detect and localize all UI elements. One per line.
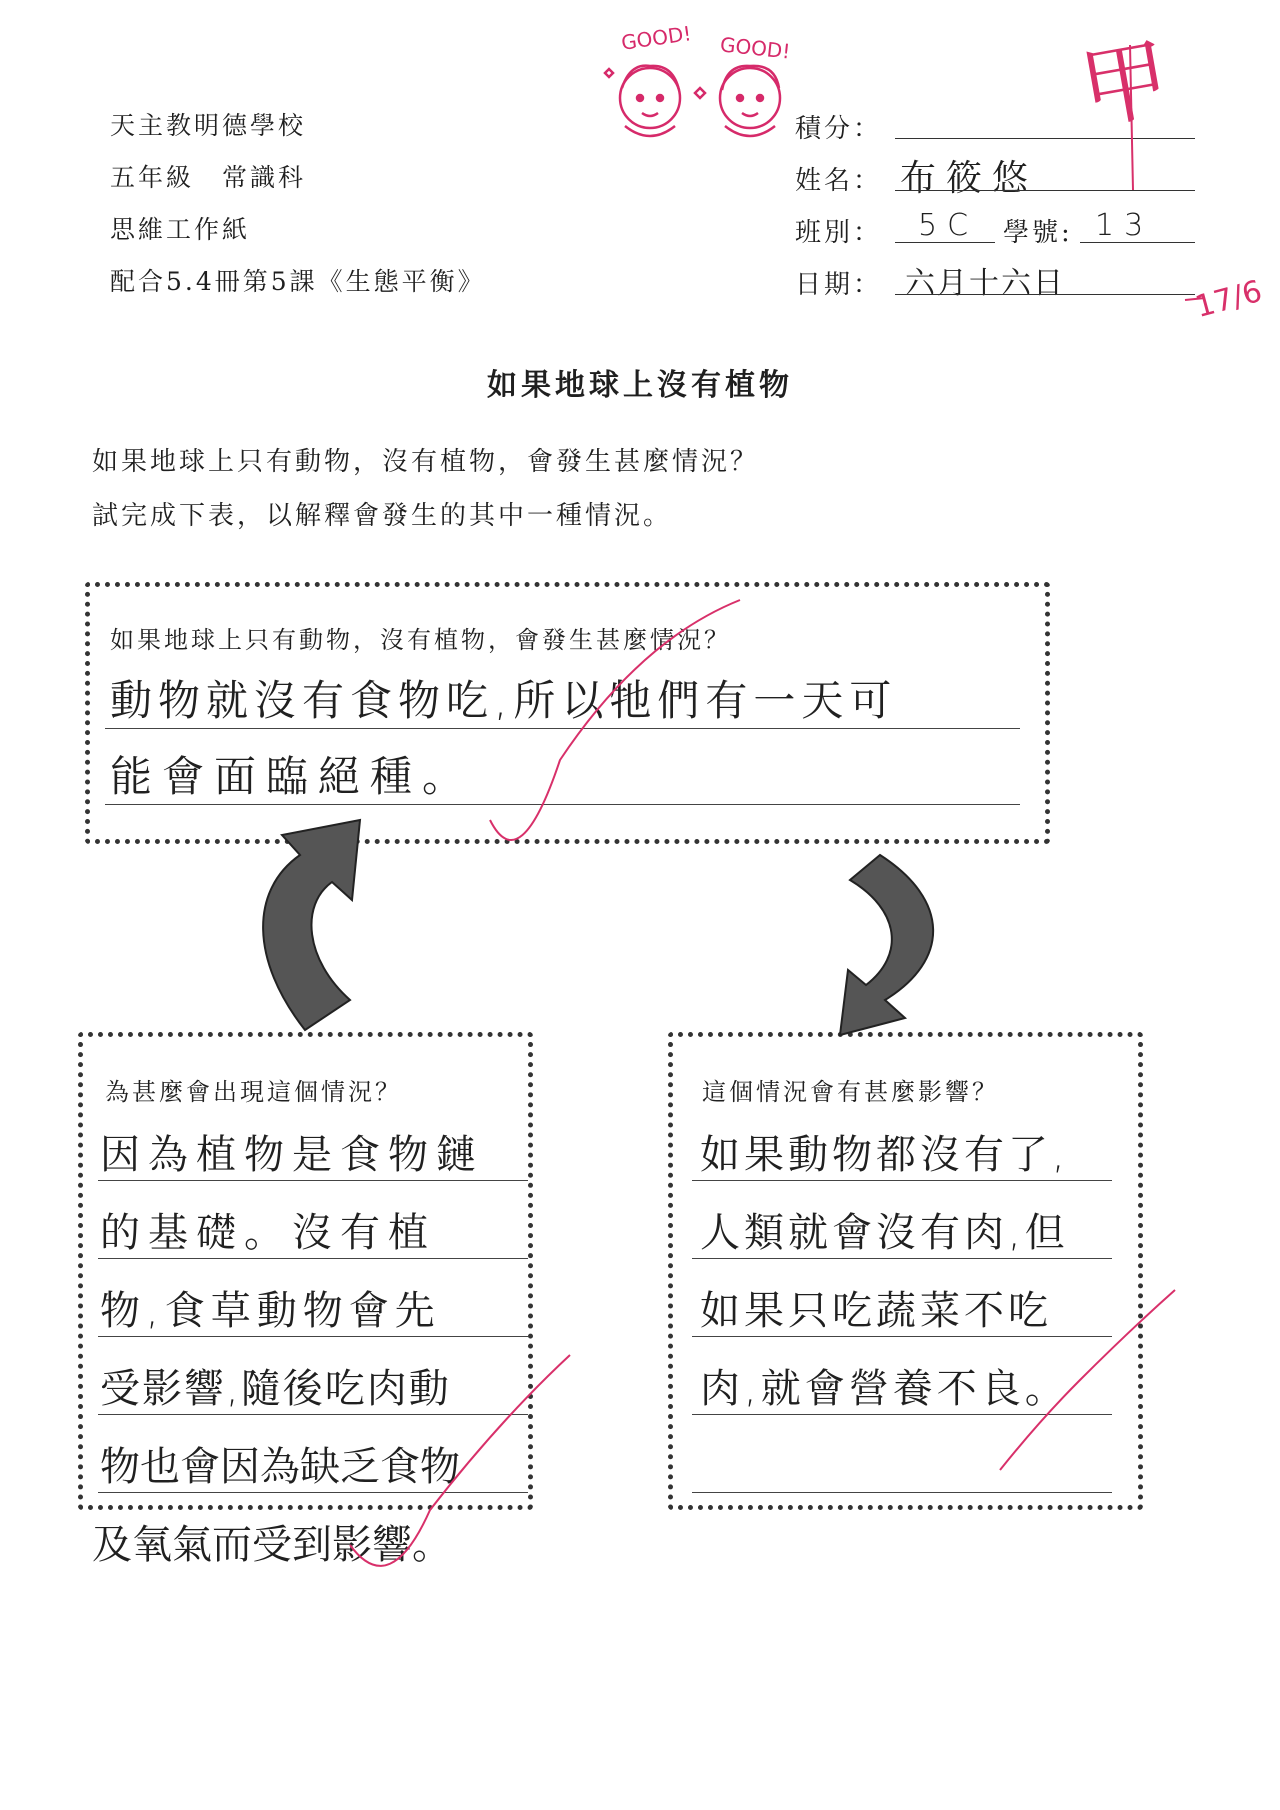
- left-answer-text-3: 物,食草動物會先: [100, 1288, 441, 1334]
- top-box-question: 如果地球上只有動物，沒有植物，會發生甚麼情況？: [110, 626, 731, 654]
- right-answer-line-5: [692, 1492, 1112, 1493]
- worksheet-title: 如果地球上沒有植物: [487, 368, 793, 403]
- intro-line-1: 如果地球上只有動物，沒有植物，會發生甚麼情況？: [92, 447, 760, 477]
- top-answer-line-1-text: 動物就沒有食物吃,所以牠們有一天可: [110, 676, 898, 725]
- teacher-grade: 甲: [1072, 26, 1178, 143]
- right-answer-text-4: 肉,就會營養不良。: [700, 1366, 1069, 1412]
- left-box-question: 為甚麼會出現這個情況？: [105, 1078, 402, 1106]
- date-line: [895, 294, 1195, 295]
- right-answer-text-2: 人類就會沒有肉,但: [700, 1210, 1069, 1256]
- stamp-word-2: GOOD!: [718, 32, 792, 64]
- name-line: [895, 190, 1195, 191]
- top-answer-line-2-text: 能會面臨絕種。: [110, 752, 475, 801]
- name-value: 布筱悠: [900, 158, 1039, 199]
- curved-arrow-up-icon: [263, 820, 360, 1030]
- number-value: 13: [1095, 208, 1154, 243]
- left-answer-text-5: 物也會因為缺乏食物: [100, 1444, 460, 1490]
- right-answer-text-3: 如果只吃蔬菜不吃: [700, 1288, 1052, 1334]
- number-line: [1080, 242, 1195, 243]
- number-label: 學號:: [1003, 218, 1073, 248]
- date-value: 六月十六日: [905, 266, 1065, 301]
- worksheet-type: 思維工作紙: [110, 215, 251, 244]
- class-value: 5C: [918, 208, 979, 243]
- grade-subject: 五年級 常識科: [110, 163, 307, 192]
- right-answer-text-1: 如果動物都沒有了,: [700, 1132, 1069, 1178]
- intro: [92, 435, 759, 543]
- left-answer-text-4: 受影響,隨後吃肉動: [100, 1366, 451, 1412]
- name-label: 姓名：: [795, 166, 883, 196]
- left-answer-text-1: 因為植物是食物鏈: [100, 1132, 484, 1178]
- class-label: 班別：: [795, 218, 883, 248]
- right-box-question: 這個情況會有甚麼影響？: [702, 1078, 999, 1106]
- stamp-word-1: GOOD!: [619, 21, 693, 55]
- lesson-reference: 配合5.4冊第5課《生態平衡》: [110, 267, 486, 296]
- good-stamp: [595, 18, 805, 148]
- curved-arrow-down-icon: [840, 855, 933, 1035]
- score-label: 積分：: [795, 114, 883, 144]
- date-label: 日期：: [795, 270, 883, 300]
- left-answer-text-6: 及氧氣而受到影響。: [92, 1522, 452, 1568]
- teacher-date: 17/6: [1191, 273, 1266, 326]
- intro-line-2: 試完成下表，以解釋會發生的其中一種情況。: [92, 501, 673, 531]
- school-name: 天主教明德學校: [110, 111, 307, 140]
- class-line: [895, 242, 995, 243]
- header-left: [110, 100, 486, 308]
- left-answer-text-2: 的基礎。沒有植: [100, 1210, 436, 1256]
- score-line: [895, 138, 1195, 139]
